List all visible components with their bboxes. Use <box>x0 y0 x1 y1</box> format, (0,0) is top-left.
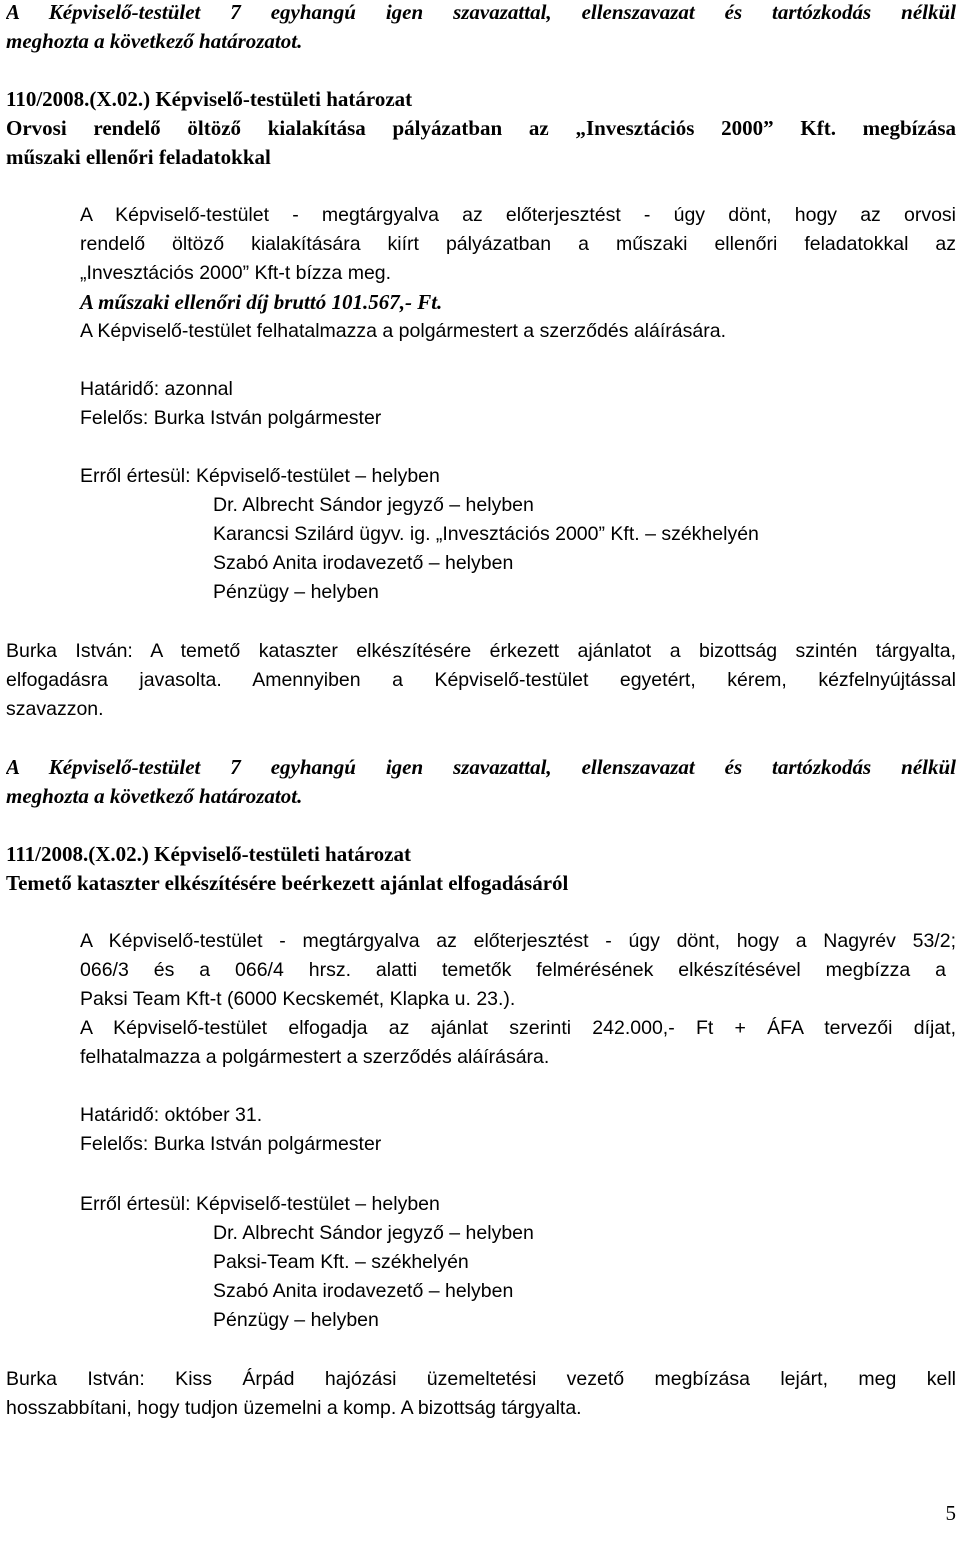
resolution-number: 110/2008.(X.02.) Képviselő-testületi határozat <box>6 87 413 111</box>
page-number: 5 <box>945 1501 956 1525</box>
deadline: Határidő: október 31. <box>80 1104 263 1126</box>
responsible: Felelős: Burka István polgármester <box>80 1133 382 1155</box>
resolution-body: „Invesztációs 2000” Kft-t bízza meg. <box>80 262 392 284</box>
resolution-body: A Képviselő-testület - megtárgyalva az előterjesztést - úgy dönt, hogy a Nagyrév 53/2; <box>80 930 956 952</box>
speech: hosszabbítani, hogy tudjon üzemelni a komp. A bizottság tárgyalta. <box>6 1397 582 1419</box>
vote-statement: A Képviselő-testület 7 egyhangú igen szavazattal, ellenszavazat és tartózkodás nélkül <box>6 755 956 779</box>
resolution-body: felhatalmazza a polgármestert a szerződés aláírására. <box>80 1046 550 1068</box>
resolution-title: Orvosi rendelő öltöző kialakítása pályázatban az „Invesztációs 2000” Kft. megbízása <box>6 116 956 140</box>
resolution-body: 066/3 és a 066/4 hrsz. alatti temetők felmérésének elkészítésével megbízza a <box>80 959 946 981</box>
authorization: A Képviselő-testület felhatalmazza a polgármestert a szerződés aláírására. <box>80 320 726 342</box>
vote-statement-cont: meghozta a következő határozatot. <box>6 784 303 808</box>
notify-item: Pénzügy – helyben <box>213 581 379 603</box>
notify-item: Paksi-Team Kft. – székhelyén <box>213 1251 469 1273</box>
notify-item: Szabó Anita irodavezető – helyben <box>213 552 514 574</box>
speech: Burka István: Kiss Árpád hajózási üzemeltetési vezető megbízása lejárt, meg kell <box>6 1368 956 1390</box>
notify-item: Szabó Anita irodavezető – helyben <box>213 1280 514 1302</box>
vote-statement-cont: meghozta a következő határozatot. <box>6 29 303 53</box>
fee-statement: A műszaki ellenőri díj bruttó 101.567,- Ft. <box>80 290 443 314</box>
vote-statement: A Képviselő-testület 7 egyhangú igen szavazattal, ellenszavazat és tartózkodás nélkül <box>6 0 956 24</box>
resolution-body: Paksi Team Kft-t (6000 Kecskemét, Klapka u. 23.). <box>80 988 516 1010</box>
speech: elfogadásra javasolta. Amennyiben a Képviselő-testület egyetért, kérem, kézfelnyújtással <box>6 669 956 691</box>
resolution-body: rendelő öltöző kialakítására kiírt pályázatban a műszaki ellenőri feladatokkal az <box>80 233 956 255</box>
notify-item: Dr. Albrecht Sándor jegyző – helyben <box>213 1222 534 1244</box>
resolution-title-cont: műszaki ellenőri feladatokkal <box>6 145 271 169</box>
speech: szavazzon. <box>6 698 104 720</box>
responsible: Felelős: Burka István polgármester <box>80 407 382 429</box>
resolution-number: 111/2008.(X.02.) Képviselő-testületi határozat <box>6 842 411 866</box>
notify-label: Erről értesül: Képviselő-testület – helyben <box>80 1193 440 1215</box>
resolution-body: A Képviselő-testület elfogadja az ajánlat szerinti 242.000,- Ft + ÁFA tervezői díjat, <box>80 1017 956 1039</box>
notify-item: Dr. Albrecht Sándor jegyző – helyben <box>213 494 534 516</box>
resolution-body: A Képviselő-testület - megtárgyalva az előterjesztést - úgy dönt, hogy az orvosi <box>80 204 956 226</box>
notify-item: Pénzügy – helyben <box>213 1309 379 1331</box>
speech: Burka István: A temető kataszter elkészítésére érkezett ajánlatot a bizottság szintén tárgyalta, <box>6 640 956 662</box>
resolution-title: Temető kataszter elkészítésére beérkezett ajánlat elfogadásáról <box>6 871 569 895</box>
deadline: Határidő: azonnal <box>80 378 233 400</box>
notify-label: Erről értesül: Képviselő-testület – helyben <box>80 465 440 487</box>
notify-item: Karancsi Szilárd ügyv. ig. „Invesztációs 2000” Kft. – székhelyén <box>213 523 759 545</box>
